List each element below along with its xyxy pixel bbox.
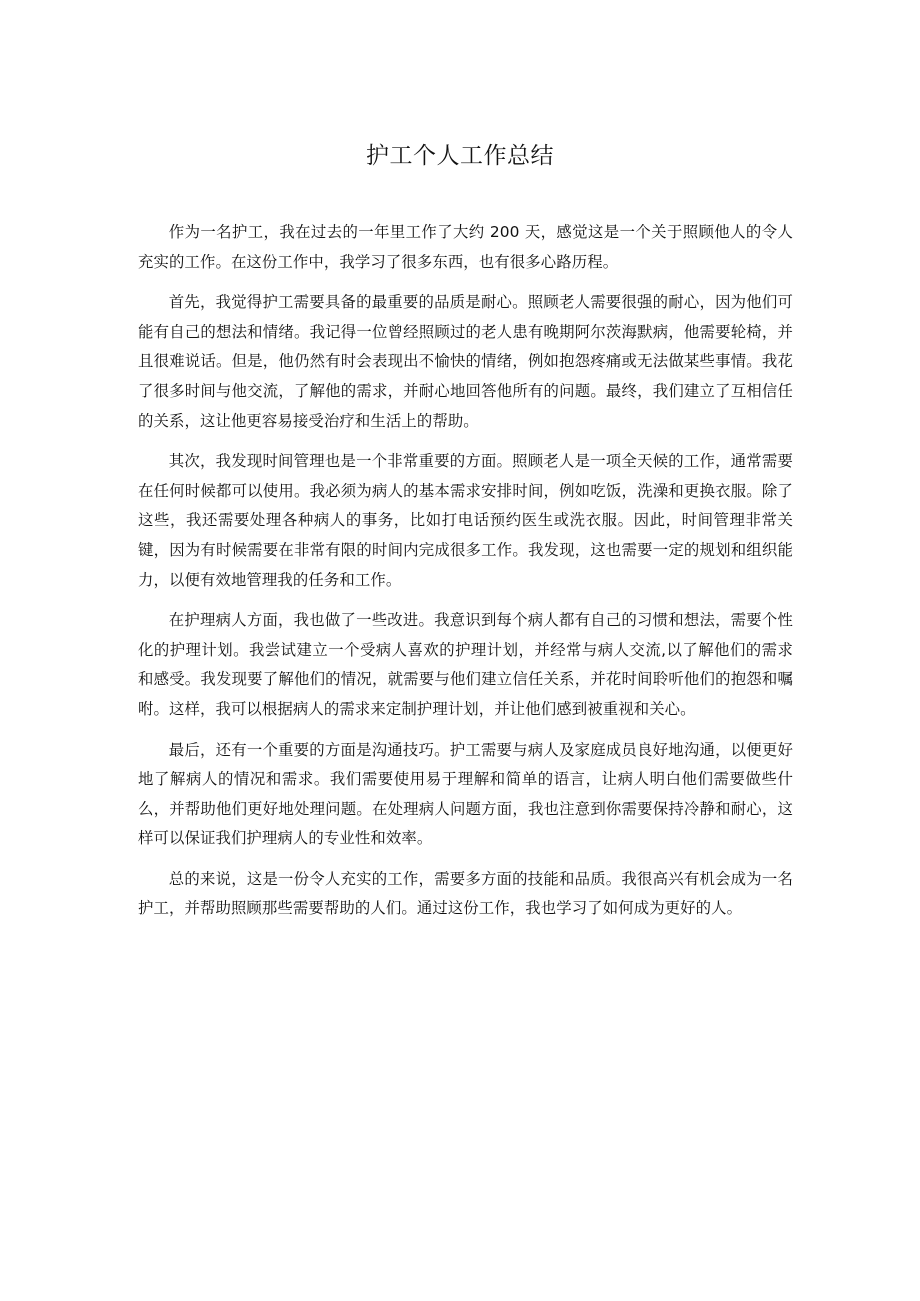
paragraph-patience: 首先，我觉得护工需要具备的最重要的品质是耐心。照顾老人需要很强的耐心，因为他们可能有自己的想法和情绪。我记得一位曾经照顾过的老人患有晚期阿尔茨海默病，他需要轮椅，并且很难说话。但是，他仍然有时会表现出不愉快的情绪，例如抱怨疼痛或无法做某些事情。我花了很多时间与他交流，了解他的需求，并耐心地回答他所有的问题。最终，我们建立了互相信任的关系，这让他更容易接受治疗和生活上的帮助。 [138, 293, 793, 430]
paragraph-communication: 最后，还有一个重要的方面是沟通技巧。护工需要与病人及家庭成员良好地沟通，以便更好地了解病人的情况和需求。我们需要使用易于理解和简单的语言，让病人明白他们需要做些什么，并帮助他们更好地处理问题。在处理病人问题方面，我也注意到你需要保持冷静和耐心，这样可以保证我们护理病人的专业性和效率。 [138, 740, 793, 848]
document-body [138, 218, 793, 935]
paragraph-intro: 作为一名护工，我在过去的一年里工作了大约 200 天，感觉这是一个关于照顾他人的令人充实的工作。在这份工作中，我学习了很多东西，也有很多心路历程。 [138, 223, 793, 271]
paragraph-conclusion: 总的来说，这是一份令人充实的工作，需要多方面的技能和品质。我很高兴有机会成为一名护工，并帮助照顾那些需要帮助的人们。通过这份工作，我也学习了如何成为更好的人。 [138, 869, 793, 918]
paragraph-care-improvement: 在护理病人方面，我也做了一些改进。我意识到每个病人都有自己的习惯和想法，需要个性化的护理计划。我尝试建立一个受病人喜欢的护理计划，并经常与病人交流,以了解他们的需求和感受。我发现要了解他们的情况，就需要与他们建立信任关系，并花时间聆听他们的抱怨和嘱咐。这样，我可以根据病人的需求来定制护理计划，并让他们感到被重视和关心。 [138, 611, 793, 718]
document-title: 护工个人工作总结 [366, 143, 554, 169]
paragraph-time-management: 其次，我发现时间管理也是一个非常重要的方面。照顾老人是一项全天候的工作，通常需要在任何时候都可以使用。我必须为病人的基本需求安排时间，例如吃饭，洗澡和更换衣服。除了这些，我还需要处理各种病人的事务，比如打电话预约医生或洗衣服。因此，时间管理非常关键，因为有时候需要在非常有限的时间内完成很多工作。我发现，这也需要一定的规划和组织能力，以便有效地管理我的任务和工作。 [138, 452, 793, 589]
